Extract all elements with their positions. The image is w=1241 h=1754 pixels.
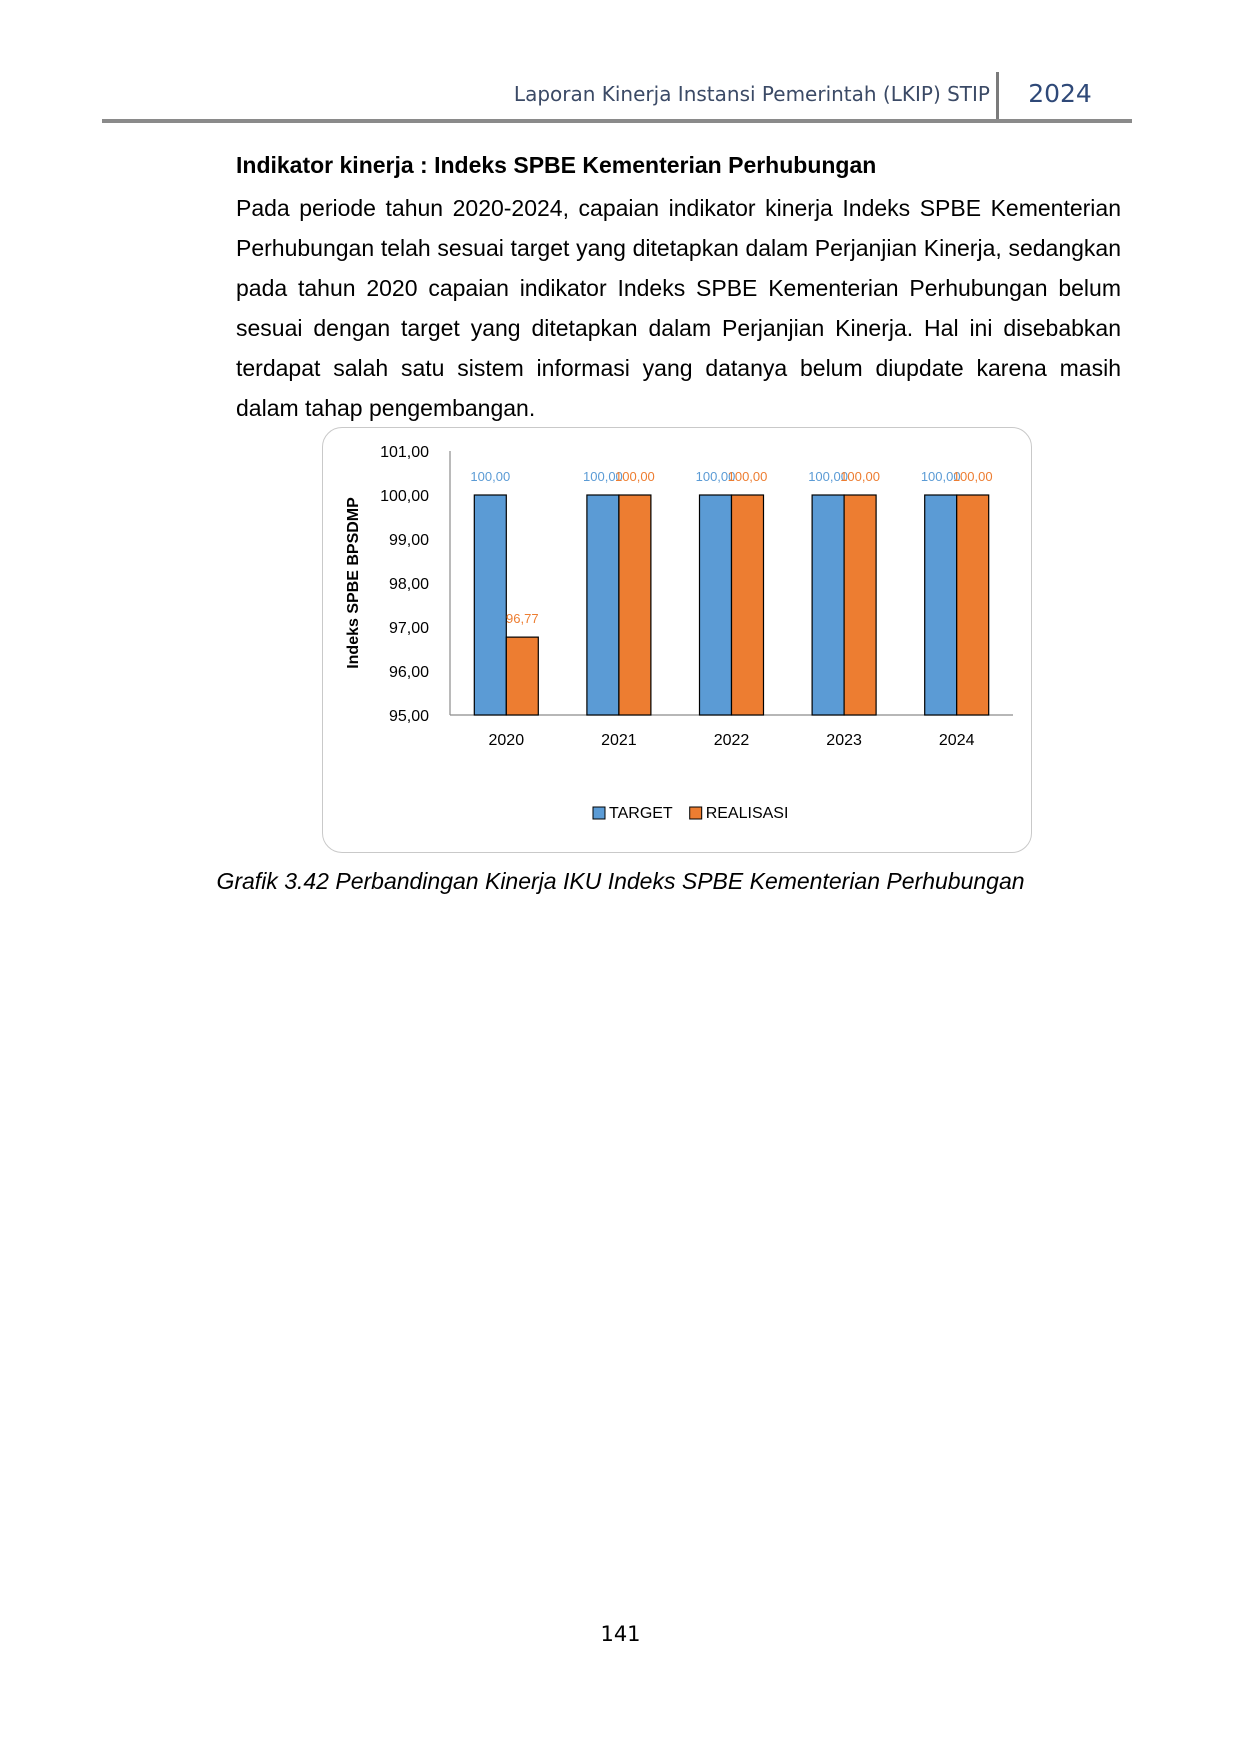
y-tick-label: 97,00 [388, 620, 429, 637]
header-separator [996, 72, 999, 120]
data-label: 100,00 [615, 469, 655, 484]
y-tick-label: 99,00 [388, 532, 429, 549]
legend-swatch-realisasi [690, 807, 702, 819]
data-label: 100,00 [840, 469, 880, 484]
chart-container [322, 427, 1032, 853]
x-tick-label: 2024 [938, 732, 975, 749]
x-tick-label: 2021 [601, 732, 637, 749]
x-tick-label: 2022 [713, 732, 750, 749]
bar-target-2024 [925, 495, 957, 715]
bar-target-2020 [474, 495, 506, 715]
bar-target-2022 [700, 495, 732, 715]
data-label: 100,00 [808, 469, 848, 484]
bar-target-2023 [812, 495, 844, 715]
bar-realisasi-2024 [957, 495, 989, 715]
data-label: 96,77 [506, 611, 539, 627]
legend-label-realisasi: REALISASI [705, 805, 789, 822]
x-tick-label: 2020 [488, 732, 525, 749]
bar-chart [323, 428, 1033, 854]
y-tick-label: 95,00 [388, 708, 429, 725]
header-rule [102, 119, 1132, 123]
figure-caption: Grafik 3.42 Perbandingan Kinerja IKU Indeks SPBE Kementerian Perhubungan [216, 868, 1025, 894]
legend-label-target: TARGET [609, 805, 673, 822]
report-header-year: 2024 [1028, 79, 1092, 108]
report-header-title: Laporan Kinerja Instansi Pemerintah (LKIP) STIP [513, 82, 990, 106]
y-axis-title: Indeks SPBE BPSDMP [345, 497, 362, 669]
y-tick-label: 101,00 [380, 444, 429, 461]
bar-target-2021 [587, 495, 619, 715]
data-label: 100,00 [727, 469, 768, 484]
body-paragraph: Pada periode tahun 2020-2024, capaian indikator kinerja Indeks SPBE Kementerian Perhubungan telah sesuai target yang ditetapkan dalam Perjanjian Kinerja, sedangkan pada tahun 2020 capaian indikator Indeks SPBE Kementerian Perhubungan belum sesuai dengan target yang ditetapkan dalam Perjanjian Kinerja. Hal ini disebabkan terdapat salah satu sistem informasi yang datanya belum diupdate karena masih dalam tahap pengembangan. [236, 195, 1121, 421]
x-tick-label: 2023 [826, 732, 862, 749]
y-tick-label: 100,00 [380, 488, 429, 505]
data-label: 100,00 [695, 469, 736, 484]
y-tick-label: 98,00 [388, 576, 429, 593]
page-number: 141 [600, 1622, 641, 1646]
bar-realisasi-2022 [732, 495, 764, 715]
data-label: 100,00 [583, 469, 623, 484]
legend-swatch-target [593, 807, 605, 819]
bar-realisasi-2021 [619, 495, 651, 715]
y-tick-label: 96,00 [388, 664, 429, 681]
data-label: 100,00 [920, 469, 961, 484]
bar-realisasi-2023 [844, 495, 876, 715]
section-heading: Indikator kinerja : Indeks SPBE Kementerian Perhubungan [236, 152, 877, 178]
data-label: 100,00 [470, 469, 511, 484]
bar-realisasi-2020 [506, 637, 538, 715]
data-label: 100,00 [952, 469, 993, 484]
